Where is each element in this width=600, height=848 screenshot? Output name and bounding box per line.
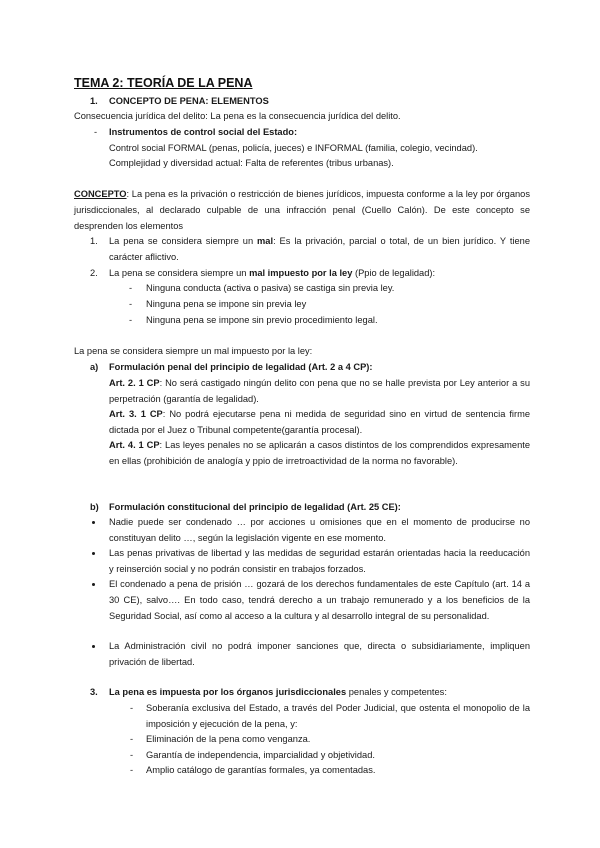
concepto-item-2 — [109, 265, 435, 281]
bullet-dot — [92, 583, 95, 586]
dash-marker: - — [130, 750, 134, 760]
section-3-number: 3. — [90, 687, 98, 697]
item-1-pre: La pena se considera siempre un — [109, 236, 258, 246]
dash-marker: - — [129, 315, 133, 325]
a-heading-ref: (Art. 2 a 4 CP): — [305, 362, 373, 372]
section-1-number: 1. — [90, 96, 98, 106]
legalidad-sub-3: Ninguna pena se impone sin previo procedimiento legal. — [146, 315, 378, 325]
concepto-item-1 — [109, 233, 530, 265]
art-3-text: : No podrá ejecutarse pena ni medida de seguridad sino en virtud de sentencia firme dictada por el Juez o Tribunal competente(garantía procesal). — [109, 409, 530, 435]
art-3-label: Art. 3. 1 CP — [109, 409, 163, 419]
art-4-paragraph — [109, 437, 530, 469]
jurisdiccional-item-3: Garantía de independencia, imparcialidad y objetividad. — [146, 750, 375, 760]
bullet-dot — [92, 521, 95, 524]
item-1-bold: mal — [257, 236, 274, 246]
concepto-item-1-number: 1. — [90, 236, 98, 246]
dash-marker: - — [129, 299, 133, 309]
jurisdiccional-item-2: Eliminación de la pena como venganza. — [146, 734, 311, 744]
bullet-dot — [92, 645, 95, 648]
art-2-paragraph — [109, 375, 530, 407]
dash-marker: - — [94, 127, 98, 137]
constitucional-bullet-4: La Administración civil no podrá imponer sanciones que, directa o subsidiariamente, impliquen privación de libertad. — [109, 641, 530, 667]
section-3-post: penales y competentes: — [346, 687, 447, 697]
dash-marker: - — [130, 765, 134, 775]
art-4-label: Art. 4. 1 CP — [109, 440, 160, 450]
art-4-text: : Las leyes penales no se aplicarán a casos distintos de los comprendidos expresamente en ellas (prohibición de analogía y ppio de irretroactividad de la norma no favorable). — [109, 440, 531, 466]
constitucional-bullet-3: El condenado a pena de prisión … gozará de los derechos fundamentales de este Capítulo (art. 14 a 30 CE), salvo…. En todo caso, tendrá derecho a un trabajo remunerado y a los beneficios de la Seguridad Social, así como al acceso a la cultura y al desarrollo integral de su personalidad. — [109, 579, 530, 621]
b-heading-text: Formulación constitucional del principio de legalidad — [109, 502, 345, 512]
section-3-bold: La pena es impuesta por los órganos jurisdiccionales — [109, 687, 347, 697]
dash-marker: - — [130, 703, 134, 713]
legalidad-sub-2: Ninguna pena se impone sin previa ley — [146, 299, 307, 309]
a-heading-text: Formulación penal del principio de legalidad — [109, 362, 306, 372]
art-2-text: : No será castigado ningún delito con pena que no se halle prevista por Ley anterior a su perpetración (garantía de legalidad). — [109, 378, 530, 404]
instrumentos-line-1: Control social FORMAL (penas, policía, jueces) e INFORMAL (familia, colegio, vecindad). — [109, 143, 478, 153]
constitucional-bullet-1: Nadie puede ser condenado … por acciones u omisiones que en el momento de producirse no constituyan delito …, según la legislación vigente en ese momento. — [109, 517, 530, 543]
instrumentos-line-2: Complejidad y diversidad actual: Falta de referentes (tribus urbanas). — [109, 158, 394, 168]
section-3-heading — [109, 684, 447, 700]
b-heading — [109, 499, 401, 515]
bullet-dot — [92, 552, 95, 555]
mal-impuesto-line: La pena se considera siempre un mal impuesto por la ley: — [74, 346, 313, 356]
a-heading — [109, 359, 372, 375]
jurisdiccional-item-1: Soberanía exclusiva del Estado, a través del Poder Judicial, que ostenta el monopolio de la imposición y ejecución de la pena, y: — [146, 703, 530, 729]
a-marker: a) — [90, 362, 99, 372]
concepto-paragraph — [74, 186, 530, 234]
jurisdiccional-item-4: Amplio catálogo de garantías formales, ya comentadas. — [146, 765, 376, 775]
item-1-post: : Es la privación, parcial o total, de un bien jurídico. Y tiene carácter aflictivo. — [109, 236, 530, 262]
section-1-heading: CONCEPTO DE PENA: ELEMENTOS — [109, 96, 269, 106]
page-title: TEMA 2: TEORÍA DE LA PENA — [74, 76, 253, 90]
dash-marker: - — [130, 734, 134, 744]
consecuencia-line: Consecuencia jurídica del delito: La pena es la consecuencia jurídica del delito. — [74, 111, 401, 121]
constitucional-bullet-2: Las penas privativas de libertad y las medidas de seguridad estarán orientadas hacia la reeducación y reinserción social y no podrán consistir en trabajos forzados. — [109, 548, 530, 574]
item-2-pre: La pena se considera siempre un — [109, 268, 250, 278]
legalidad-sub-1: Ninguna conducta (activa o pasiva) se castiga sin previa ley. — [146, 283, 395, 293]
concepto-text: : La pena es la privación o restricción de bienes jurídicos, impuesta conforme a la ley por órganos jurisdiccionales, al declarado culpable de una infracción penal (Cuello Calón). De este concepto se desprenden los elementos — [74, 189, 530, 231]
concepto-item-2-number: 2. — [90, 268, 98, 278]
item-2-bold: mal impuesto por la ley — [249, 268, 353, 278]
b-marker: b) — [90, 502, 99, 512]
b-heading-ref: (Art. 25 CE): — [344, 502, 401, 512]
art-3-paragraph — [109, 406, 530, 438]
instrumentos-heading: Instrumentos de control social del Estado: — [109, 127, 298, 137]
item-2-post: (Ppio de legalidad): — [352, 268, 436, 278]
dash-marker: - — [129, 283, 133, 293]
concepto-label: CONCEPTO — [74, 189, 127, 199]
art-2-label: Art. 2. 1 CP — [109, 378, 160, 388]
